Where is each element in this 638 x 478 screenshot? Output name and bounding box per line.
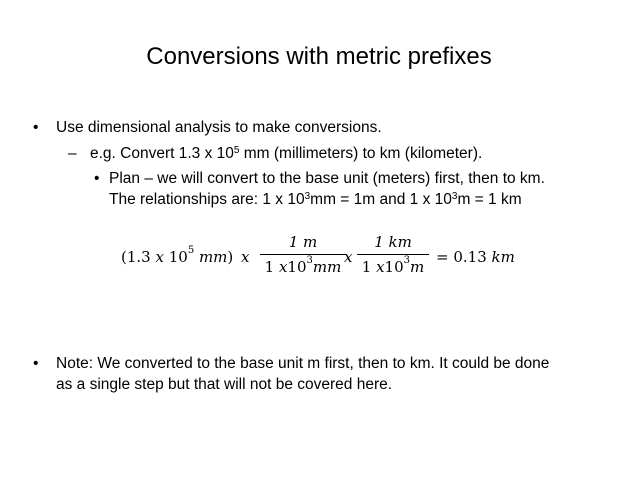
note-line-1: Note: We converted to the base unit m first, then to km. It could be done	[56, 355, 550, 372]
plan-line-2: The relationships are: 1 x $10^3mm = 1m$ and 1 x $10^3m = 1$ km	[109, 191, 522, 208]
note-line-2: as a single step but that will not be covered here.	[56, 376, 393, 393]
slide-title: Conversions with metric prefixes	[146, 43, 492, 70]
bullet-marker: •	[33, 355, 39, 372]
dash-marker: –	[68, 145, 77, 162]
times-symbol: x	[241, 248, 250, 266]
bullet-text	[56, 353, 549, 395]
equation-lead: (1.3 x $10^5$ mm)	[121, 245, 234, 266]
equation-result: = 0.13 km	[436, 248, 515, 266]
bullet-marker: •	[33, 119, 39, 136]
bullet-text: e.g. Convert 1.3 x $10^5$ mm (millimeters) to km (kilometer).	[90, 145, 483, 162]
fraction-km-per-m: 1 km 1 $x10^3m$	[357, 233, 429, 276]
plan-line-1: Plan – we will convert to the base unit (meters) first, then to km.	[109, 170, 545, 187]
bullet-marker: •	[94, 170, 100, 187]
times-symbol: x	[344, 248, 353, 266]
bullet-text: Use dimensional analysis to make conversions.	[56, 119, 382, 136]
fraction-m-per-mm: 1 m 1 $x10^3mm$	[260, 233, 346, 276]
bullet-text	[109, 168, 545, 210]
